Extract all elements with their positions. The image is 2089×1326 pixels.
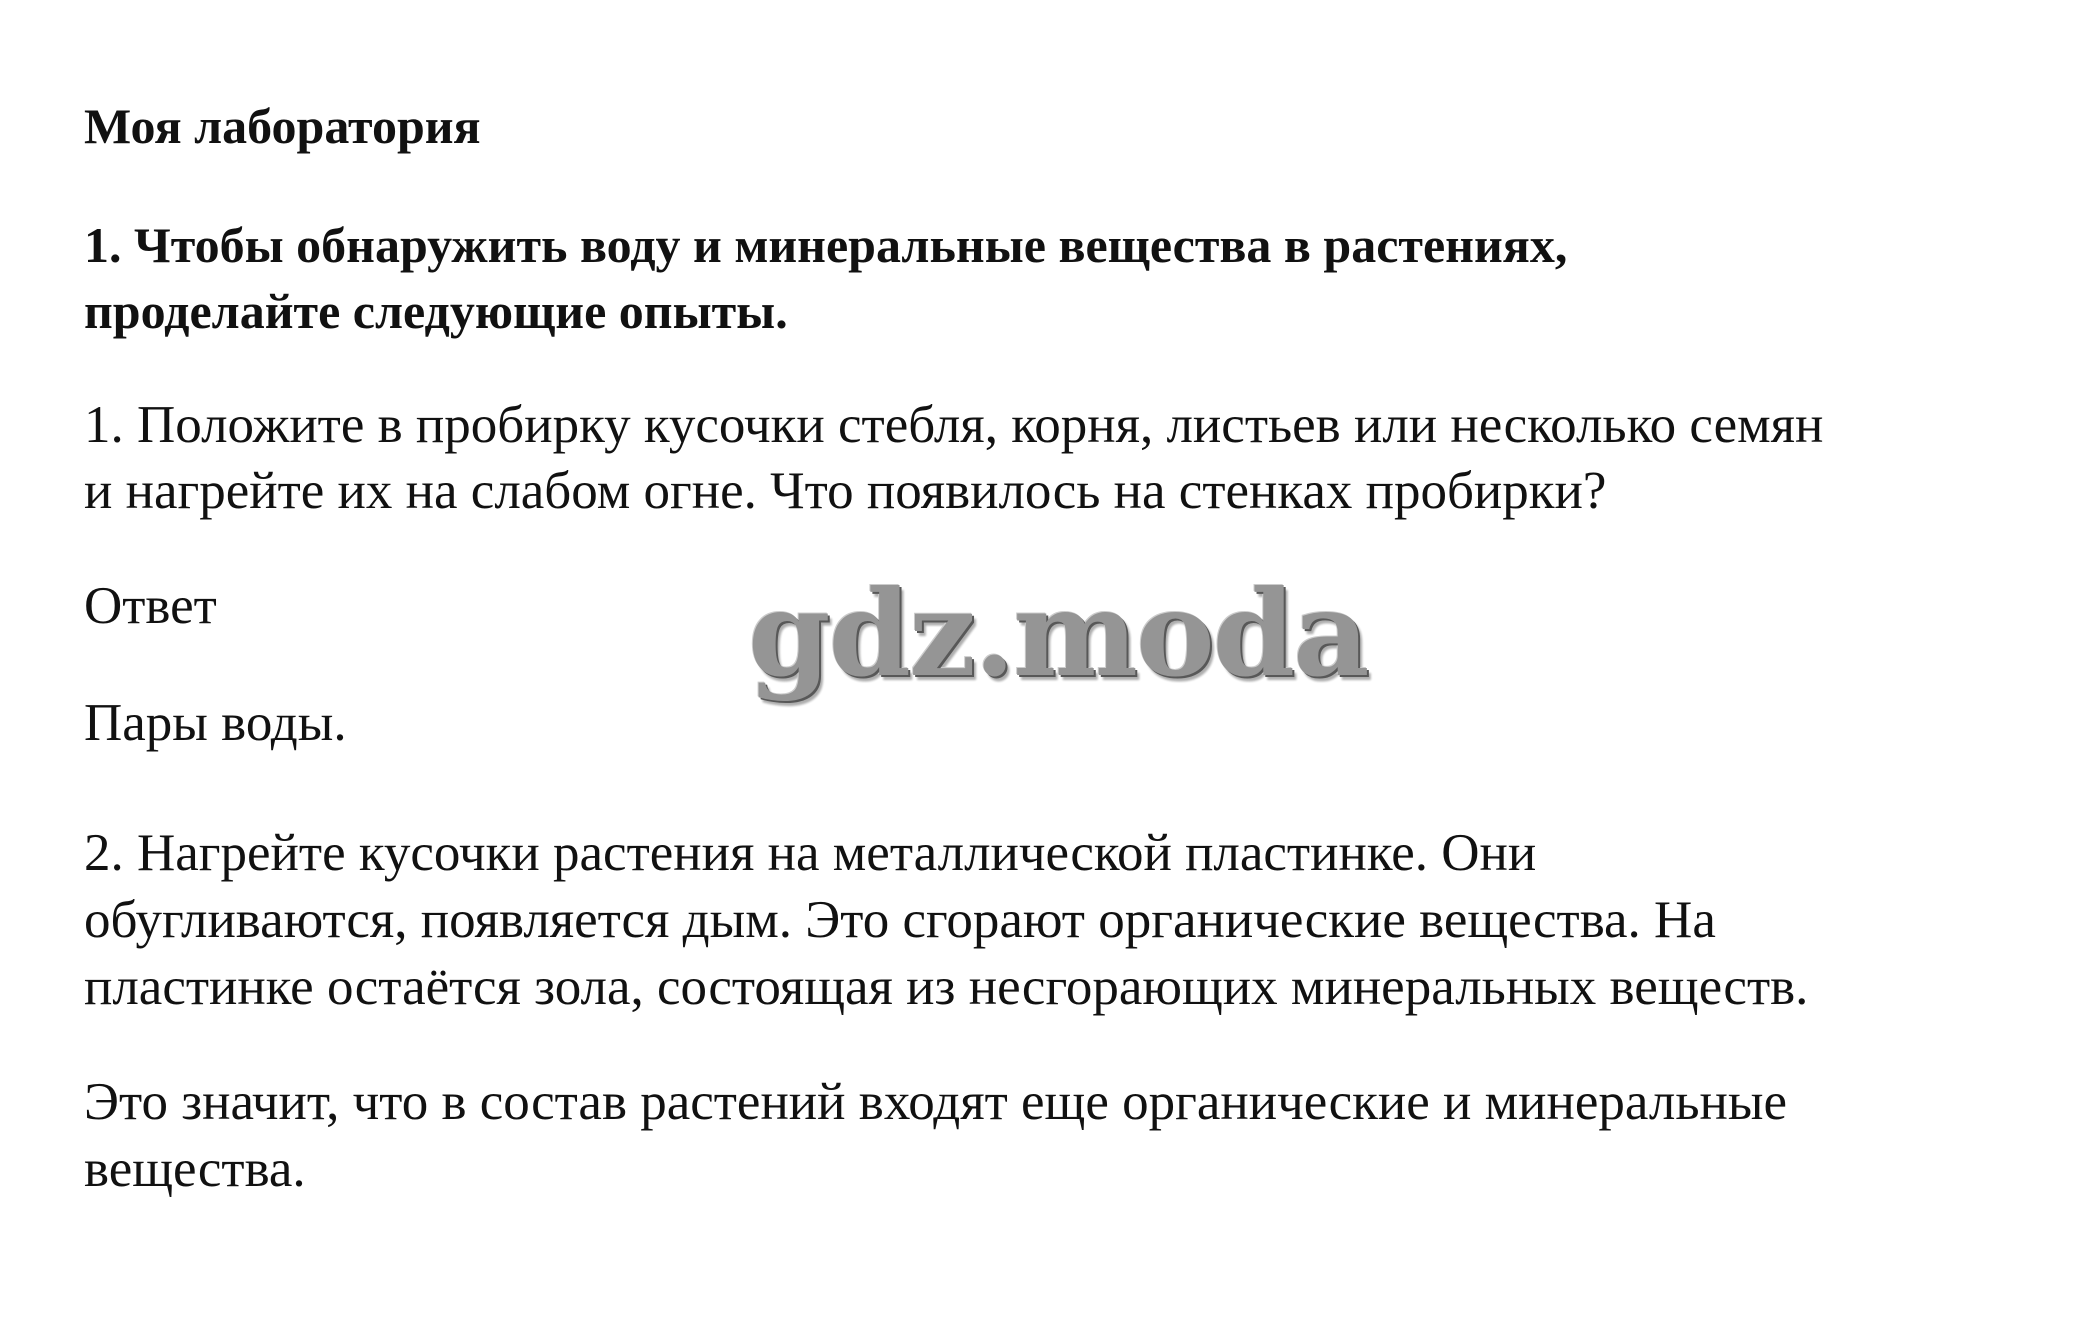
step1-line-2: и нагрейте их на слабом огне. Что появилось на стенках пробирки? (84, 462, 1607, 520)
section-heading: Моя лаборатория (84, 98, 481, 154)
answer-label: Ответ (84, 577, 217, 635)
step1-line-1: 1. Положите в пробирку кусочки стебля, корня, листьев или несколько семян (84, 396, 1824, 454)
step2-line-3: пластинке остаётся зола, состоящая из несгорающих минеральных веществ. (84, 958, 1809, 1016)
answer-text: Пары воды. (84, 694, 347, 752)
watermark-logo: gdz.moda (748, 564, 1368, 703)
conclusion-line-2: вещества. (84, 1140, 306, 1198)
step2-line-1: 2. Нагрейте кусочки растения на металлической пластинке. Они (84, 824, 1537, 882)
step2-line-2: обугливаются, появляется дым. Это сгорают органические вещества. На (84, 891, 1716, 949)
task-line-1: 1. Чтобы обнаружить воду и минеральные вещества в растениях, (84, 217, 1568, 273)
task-line-2: проделайте следующие опыты. (84, 283, 788, 339)
conclusion-line-1: Это значит, что в состав растений входят еще органические и минеральные (84, 1073, 1788, 1131)
